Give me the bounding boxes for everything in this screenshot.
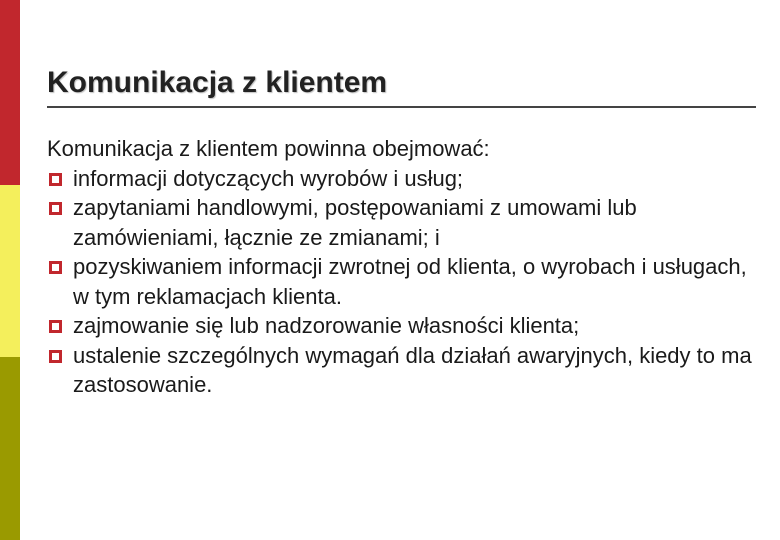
list-item <box>47 193 757 252</box>
intro-text: Komunikacja z klientem powinna obejmować: <box>47 136 490 161</box>
side-color-bar <box>0 0 20 540</box>
list-item <box>47 164 757 194</box>
square-bullet-icon <box>49 320 62 333</box>
list-item-text: informacji dotyczących wyrobów i usług; <box>73 165 464 191</box>
list-item-text: zajmowanie się lub nadzorowanie własności klienta; <box>73 313 580 338</box>
list-item <box>47 341 757 400</box>
square-bullet-icon <box>49 202 62 215</box>
list-item-text: pozyskiwaniem informacji zwrotnej od klienta, o wyrobach i usługach, w tym reklamacjach klienta. <box>73 254 747 309</box>
slide-content <box>47 134 757 400</box>
list-item-text: ustalenie szczególnych wymagań dla działań awaryjnych, kiedy to ma zastosowanie. <box>73 342 752 397</box>
title-underline <box>47 106 756 108</box>
bullet-list <box>47 164 757 400</box>
square-bullet-icon <box>49 173 62 186</box>
list-item <box>47 252 757 311</box>
square-bullet-icon <box>49 261 62 274</box>
side-bar-red-segment <box>0 0 20 185</box>
square-bullet-icon <box>49 350 62 363</box>
slide-title: Komunikacja z klientem <box>47 66 388 99</box>
list-item <box>47 311 757 341</box>
side-bar-yellow-segment <box>0 185 20 357</box>
list-item-text: zapytaniami handlowymi, postępowaniami z umowami lub zamówieniami, łącznie ze zmianami; i <box>73 195 637 250</box>
side-bar-olive-segment <box>0 357 20 540</box>
